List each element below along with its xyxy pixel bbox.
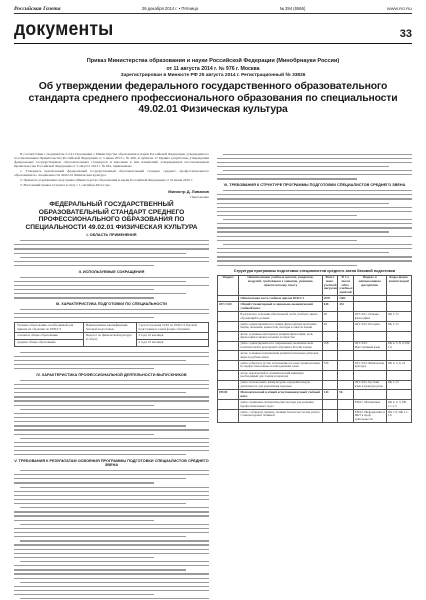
table-cell: 2078	[322, 296, 338, 302]
table-cell: 432	[338, 302, 354, 312]
table-cell	[353, 370, 386, 380]
section-title: документы	[14, 19, 114, 40]
table-cell	[218, 370, 239, 380]
running-header	[14, 6, 412, 14]
table-cell: уметь: ориентироваться в общих философских проблемах бытия, познания, ценностей, свободы и смысла жизни	[239, 321, 322, 331]
body-text-block	[14, 378, 209, 457]
paragraph: 1. Утвердить прилагаемый федеральный государственный образовательный стандарт среднего профессионального образования по специальности 49.02.01 Физическая культура.	[14, 169, 209, 178]
table-cell	[218, 400, 239, 410]
table-cell: 1384	[338, 296, 354, 302]
table-cell	[353, 351, 386, 361]
table-header: Индекс	[218, 275, 239, 296]
table-cell	[353, 302, 386, 312]
section-heading: II. ИСПОЛЬЗУЕМЫЕ СОКРАЩЕНИЯ	[78, 269, 145, 274]
issue-date: 26 декабря 2014 г. • Пятница	[141, 6, 198, 11]
section-heading: IV. ХАРАКТЕРИСТИКА ПРОФЕССИОНАЛЬНОЙ ДЕЯТЕЛЬНОСТИ ВЫПУСКНИКОВ	[36, 372, 187, 377]
table-cell: ОГСЭ.02. История	[353, 321, 386, 331]
table-cell	[338, 341, 354, 351]
table-cell: Общий гуманитарный и социально-экономический учебный цикл	[239, 302, 322, 312]
table-cell: знать: лексический и грамматический минимум, необходимый для чтения и перевода	[239, 370, 322, 380]
table-cell	[218, 321, 239, 331]
order-date: от 11 августа 2014 г. № 976 г. Москва	[166, 65, 260, 72]
table-cell	[322, 331, 338, 341]
table-cell	[338, 380, 354, 390]
article-columns	[14, 152, 412, 600]
table-row	[218, 341, 412, 351]
table-cell	[322, 380, 338, 390]
table-header: Уровень образования, необходимый для приема на обучение по ППССЗ	[15, 322, 84, 333]
table-cell	[322, 351, 338, 361]
table-header: Наименование учебных циклов, разделов, модулей, требования к знаниям, умениям, практическому опыту	[239, 275, 322, 296]
body-text-block	[14, 350, 209, 371]
section-heading: VI. ТРЕБОВАНИЯ К СТРУКТУРЕ ПРОГРАММЫ ПОДГОТОВКИ СПЕЦИАЛИСТОВ СРЕДНЕГО ЗВЕНА	[223, 182, 406, 187]
table-cell	[386, 331, 411, 341]
table-cell: 48	[322, 312, 338, 322]
table-header: Наименование квалификации базовой подготовки	[83, 322, 136, 333]
table-cell	[338, 370, 354, 380]
table-cell: 48	[322, 321, 338, 331]
table-cell: 144	[322, 390, 338, 400]
table-cell	[218, 341, 239, 351]
table-cell: ОГСЭ.04. Физическая культура	[353, 361, 386, 371]
order-title: Об утверждении федерального государственного образовательного стандарта среднего профессионального образования по специальности 49.02.01 Физическая культура	[28, 81, 398, 116]
structure-table-title: Структура программы подготовки специалистов среднего звена базовой подготовки	[233, 269, 396, 274]
table-cell: знать: основные категории и понятия философии; роль философии в жизни человека и общества	[239, 331, 322, 341]
table-cell: 2 года 10 месяцев	[136, 340, 208, 347]
table-cell: ОГСЭ.05. Русский язык и культура речи	[353, 380, 386, 390]
order-header	[14, 58, 412, 116]
table-row	[218, 400, 412, 410]
issue-number: № 294 (6566)	[279, 6, 306, 11]
table-cell	[322, 410, 338, 423]
page-number: 33	[399, 28, 412, 40]
table-row	[218, 390, 412, 400]
table-cell: ОК 1-9; ПК 1.1-1.6	[386, 410, 411, 423]
table-cell: среднее общее образование	[15, 340, 84, 347]
table-cell	[338, 331, 354, 341]
table-cell: В результате освоения обязательной части учебного цикла обучающийся должен:	[239, 312, 322, 322]
body-text-block	[217, 152, 412, 181]
table-cell: ОК 2, 4, 5; ПК 1.1-1.3	[386, 400, 411, 410]
table-row	[218, 302, 412, 312]
order-issuer: Приказ Министерства образования и науки Российской Федерации (Минобрнауки России)	[86, 58, 340, 64]
section-heading: V. ТРЕБОВАНИЯ К РЕЗУЛЬТАТАМ ОСВОЕНИЯ ПРОГРАММЫ ПОДГОТОВКИ СПЕЦИАЛИСТОВ СРЕДНЕГО ЗВЕНА	[14, 458, 209, 467]
table-cell: 96	[338, 390, 354, 400]
table-cell	[218, 361, 239, 371]
table-cell: уметь: соблюдать правила техники безопасности при работе с компьютерной техникой	[239, 410, 322, 423]
table-cell	[338, 400, 354, 410]
table-cell: ОГСЭ.03. Иностранный язык	[353, 341, 386, 351]
table-header: В т.ч. часов обяз. учебных занятий	[339, 275, 353, 294]
table-cell: 3 года 10 месяцев	[136, 333, 208, 340]
table-row	[218, 351, 412, 361]
website: WWW.RG.RU	[386, 6, 412, 11]
minister-signature: Министр Д. Ливанов	[168, 189, 209, 195]
table-cell: ОК 2, 3, 6, 10	[386, 361, 411, 371]
table-header: Индекс и наименование дисциплин	[353, 275, 386, 296]
table-cell	[386, 302, 411, 312]
table-cell: уметь: общаться (устно и письменно) на иностранном языке на профессиональные и повседневные темы	[239, 361, 322, 371]
table-cell: ОК 1-13	[386, 321, 411, 331]
table-row	[218, 410, 412, 423]
section-heading: III. ХАРАКТЕРИСТИКА ПОДГОТОВКИ ПО СПЕЦИАЛЬНОСТИ	[55, 301, 168, 306]
table-cell: знать: основные направления развития ключевых регионов мира на рубеже веков	[239, 351, 322, 361]
table-cell	[218, 312, 239, 322]
table-cell: основное общее образование	[15, 333, 84, 340]
standard-title: ФЕДЕРАЛЬНЫЙ ГОСУДАРСТВЕННЫЙ ОБРАЗОВАТЕЛЬНЫЙ СТАНДАРТ СРЕДНЕГО ПРОФЕССИОНАЛЬНОГО ОБРАЗОВАНИЯ ПО СПЕЦИАЛЬНОСТИ 49.02.01 ФИЗИЧЕСКАЯ КУЛЬТУРА	[25, 201, 198, 231]
table-cell: 168	[322, 341, 338, 351]
table-cell: ЕН.02. Информатика и ИКТ в проф. деятельности	[354, 409, 385, 421]
table-cell: ЕН.00	[218, 390, 239, 400]
table-cell: Обязательная часть учебных циклов ППССЗ	[239, 296, 322, 302]
table-cell	[218, 351, 239, 361]
table-cell	[353, 390, 386, 400]
table-cell: Педагог по физической культуре и спорту	[83, 333, 136, 347]
table-cell	[386, 390, 411, 400]
newspaper-name: Российская Газета	[14, 5, 61, 12]
table-cell: ЕН.01. Математика	[353, 400, 386, 410]
table-cell: 648	[322, 302, 338, 312]
paragraph: 2. Признать утратившим силу приказ Министерства образования и науки Российской Федерации от 16 июня 2010 г.	[20, 178, 193, 183]
body-text-block	[14, 275, 209, 300]
table-row	[218, 361, 412, 371]
section-heading: I. ОБЛАСТЬ ПРИМЕНЕНИЯ	[86, 233, 137, 238]
table-cell: 336	[322, 361, 338, 371]
table-cell	[338, 410, 354, 423]
table-cell	[338, 361, 354, 371]
table-cell	[338, 321, 354, 331]
order-registration: Зарегистрирован в Минюсте РФ 25 августа 2014 г. Регистрационный № 33826	[120, 73, 306, 78]
table-header: Коды форм. компетенций	[386, 275, 411, 296]
table-cell	[322, 370, 338, 380]
structure-table	[217, 275, 412, 424]
table-header: Срок получения СПО по ППССЗ базовой подготовки в очной форме обучения	[136, 322, 208, 333]
table-cell	[218, 410, 239, 423]
table-cell: ОК 1-13	[386, 380, 411, 390]
right-column	[217, 152, 412, 600]
table-row	[218, 312, 412, 322]
paragraph: В соответствии с подпунктом 5.2.41 Положения о Министерстве образования и науки Российской Федерации, утвержденного постановлением Правительства Российской Федерации от 3 июня 2013 г. № 466, и пунктом 17 Правил разработки, утверждения федеральных государственных образовательных стандартов и внесения в них изменений, утвержденных постановлением Правительства Российской Федерации от 5 августа 2013 г. № 661, приказываю:	[14, 152, 209, 169]
table-cell	[218, 331, 239, 341]
qualification-table	[14, 322, 209, 347]
table-cell: уметь: использовать физкультурно-оздоровительную деятельность для укрепления здоровья	[239, 380, 322, 390]
body-text-block	[14, 468, 209, 600]
table-cell: Математический и общий естественнонаучный учебный цикл	[239, 390, 322, 400]
section-band	[14, 18, 412, 44]
table-header: Всего макс. учебной нагрузки	[322, 275, 338, 296]
paragraph: 3. Настоящий приказ вступает в силу с 1 сентября 2014 года.	[20, 182, 111, 187]
body-text-block	[14, 239, 209, 268]
left-column	[14, 152, 209, 600]
table-cell: ОК 4, 5, 8, 9; ПК 1.4	[387, 341, 410, 349]
table-cell	[338, 351, 354, 361]
table-row	[218, 380, 412, 390]
table-row	[218, 370, 412, 380]
table-cell: ОГСЭ.00	[218, 302, 239, 312]
table-cell	[386, 370, 411, 380]
table-cell: уметь: применять математические методы для решения профессиональных задач	[239, 400, 322, 410]
table-row	[218, 331, 412, 341]
body-text-block	[14, 307, 209, 319]
table-cell	[338, 312, 354, 322]
table-row	[218, 321, 412, 331]
appendix-label: Приложение	[190, 195, 209, 200]
table-cell	[322, 400, 338, 410]
table-cell: ОГСЭ.01. Основы философии	[353, 312, 386, 322]
body-text-block	[217, 188, 412, 267]
table-cell	[386, 351, 411, 361]
table-cell	[218, 380, 239, 390]
table-cell	[353, 331, 386, 341]
table-cell: уметь: ориентироваться в современной экономической, политической и культурной ситуации в России и мире	[239, 341, 322, 351]
table-cell: ОК 1-13	[386, 312, 411, 322]
